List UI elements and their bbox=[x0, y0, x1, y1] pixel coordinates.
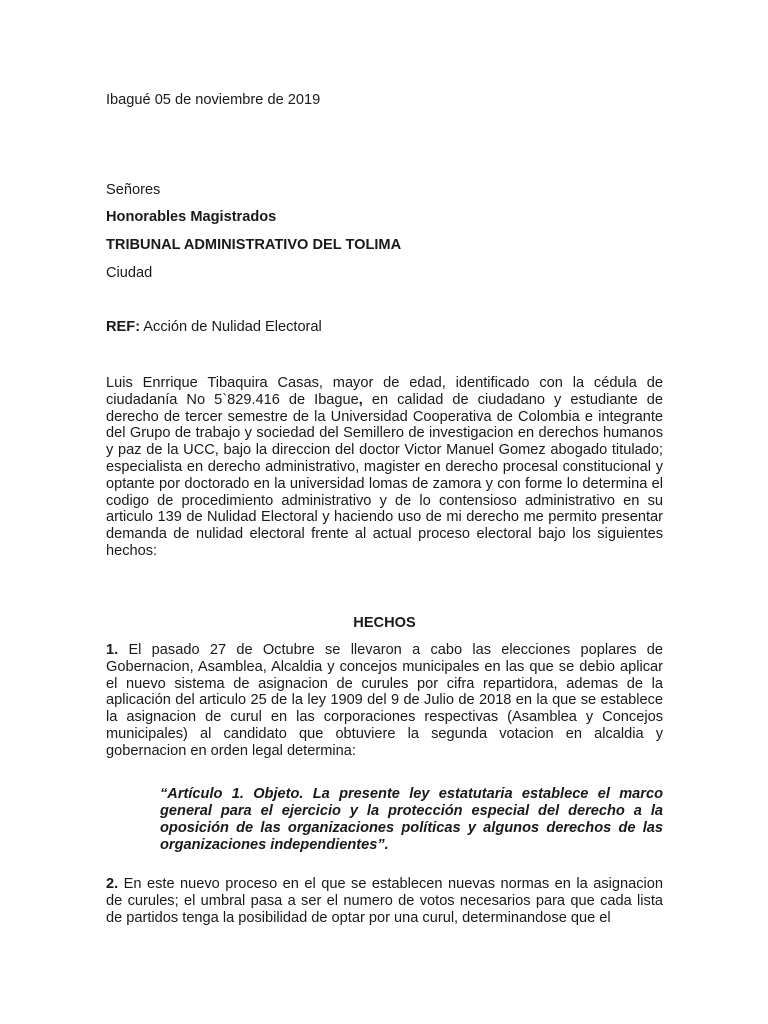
reference-label: REF: bbox=[106, 319, 141, 335]
hecho-text: El pasado 27 de Octubre se llevaron a cabo las elecciones poplares de Gobernacion, Asamblea, Alcaldia y concejos municipales en las que se debio aplicar el nuevo sistema de asignacion de curules por cifra repartidora, ademas de la aplicación del articulo 25 de la ley 1909 del 9 de Julio de 2018 en la que se establece la asignacion de curul en las corporaciones respectivas (Asamblea y Concejos municipales) al candidato que obtuviere la segunda votacion en alcaldia y gobernacion en orden legal determina: bbox=[106, 642, 663, 759]
reference-line bbox=[106, 319, 322, 335]
intro-text-1: Luis Enrrique Tibaquira Casas, mayor de edad, identificado con la cédula de ciudadanía No 5`829.416 de Ibague bbox=[106, 375, 663, 408]
law-quote: “Artículo 1. Objeto. La presente ley estatutaria establece el marco general para el ejercicio y la protección especial del derecho a la oposición de las organizaciones políticas y algunos derechos de las organizaciones independientes”. bbox=[160, 786, 663, 853]
intro-paragraph bbox=[106, 375, 663, 560]
salutation: Señores bbox=[106, 182, 161, 198]
hecho-number: 2. bbox=[106, 876, 119, 892]
hecho-number: 1. bbox=[106, 642, 119, 658]
intro-comma: , bbox=[358, 391, 363, 408]
recipient-line-2: TRIBUNAL ADMINISTRATIVO DEL TOLIMA bbox=[106, 237, 402, 253]
date-line: Ibagué 05 de noviembre de 2019 bbox=[106, 92, 321, 108]
reference-text: Acción de Nulidad Electoral bbox=[140, 319, 322, 335]
recipient-city: Ciudad bbox=[106, 265, 153, 281]
section-title: HECHOS bbox=[353, 615, 416, 631]
hecho-paragraph-1 bbox=[106, 642, 663, 760]
intro-text-2: en calidad de ciudadano y estudiante de derecho de tercer semestre de la Universidad Cooperativa de Colombia e integrante del Grupo de trabajo y sociedad del Semillero de investigacion en derechos humanos y paz de la UCC, bajo la direccion del doctor Victor Manuel Gomez abogado titulado; especialista en derecho administrativo, magister en derecho procesal constitucional y optante por doctorado en la universidad lomas de zamora y con forme lo determina el codigo de procedimiento administrativo y de lo contensioso administrativo en su articulo 139 de Nulidad Electoral y haciendo uso de mi derecho me permito presentar demanda de nulidad electoral frente al actual proceso electoral bajo los siguientes hechos: bbox=[106, 391, 663, 559]
recipient-line-1: Honorables Magistrados bbox=[106, 209, 277, 225]
hecho-text: En este nuevo proceso en el que se establecen nuevas normas en la asignacion de curules; el umbral pasa a ser el numero de votos necesarios para que cada lista de partidos tenga la posibilidad de optar por una curul, determinandose que el bbox=[106, 876, 663, 926]
hecho-paragraph-2 bbox=[106, 876, 663, 934]
